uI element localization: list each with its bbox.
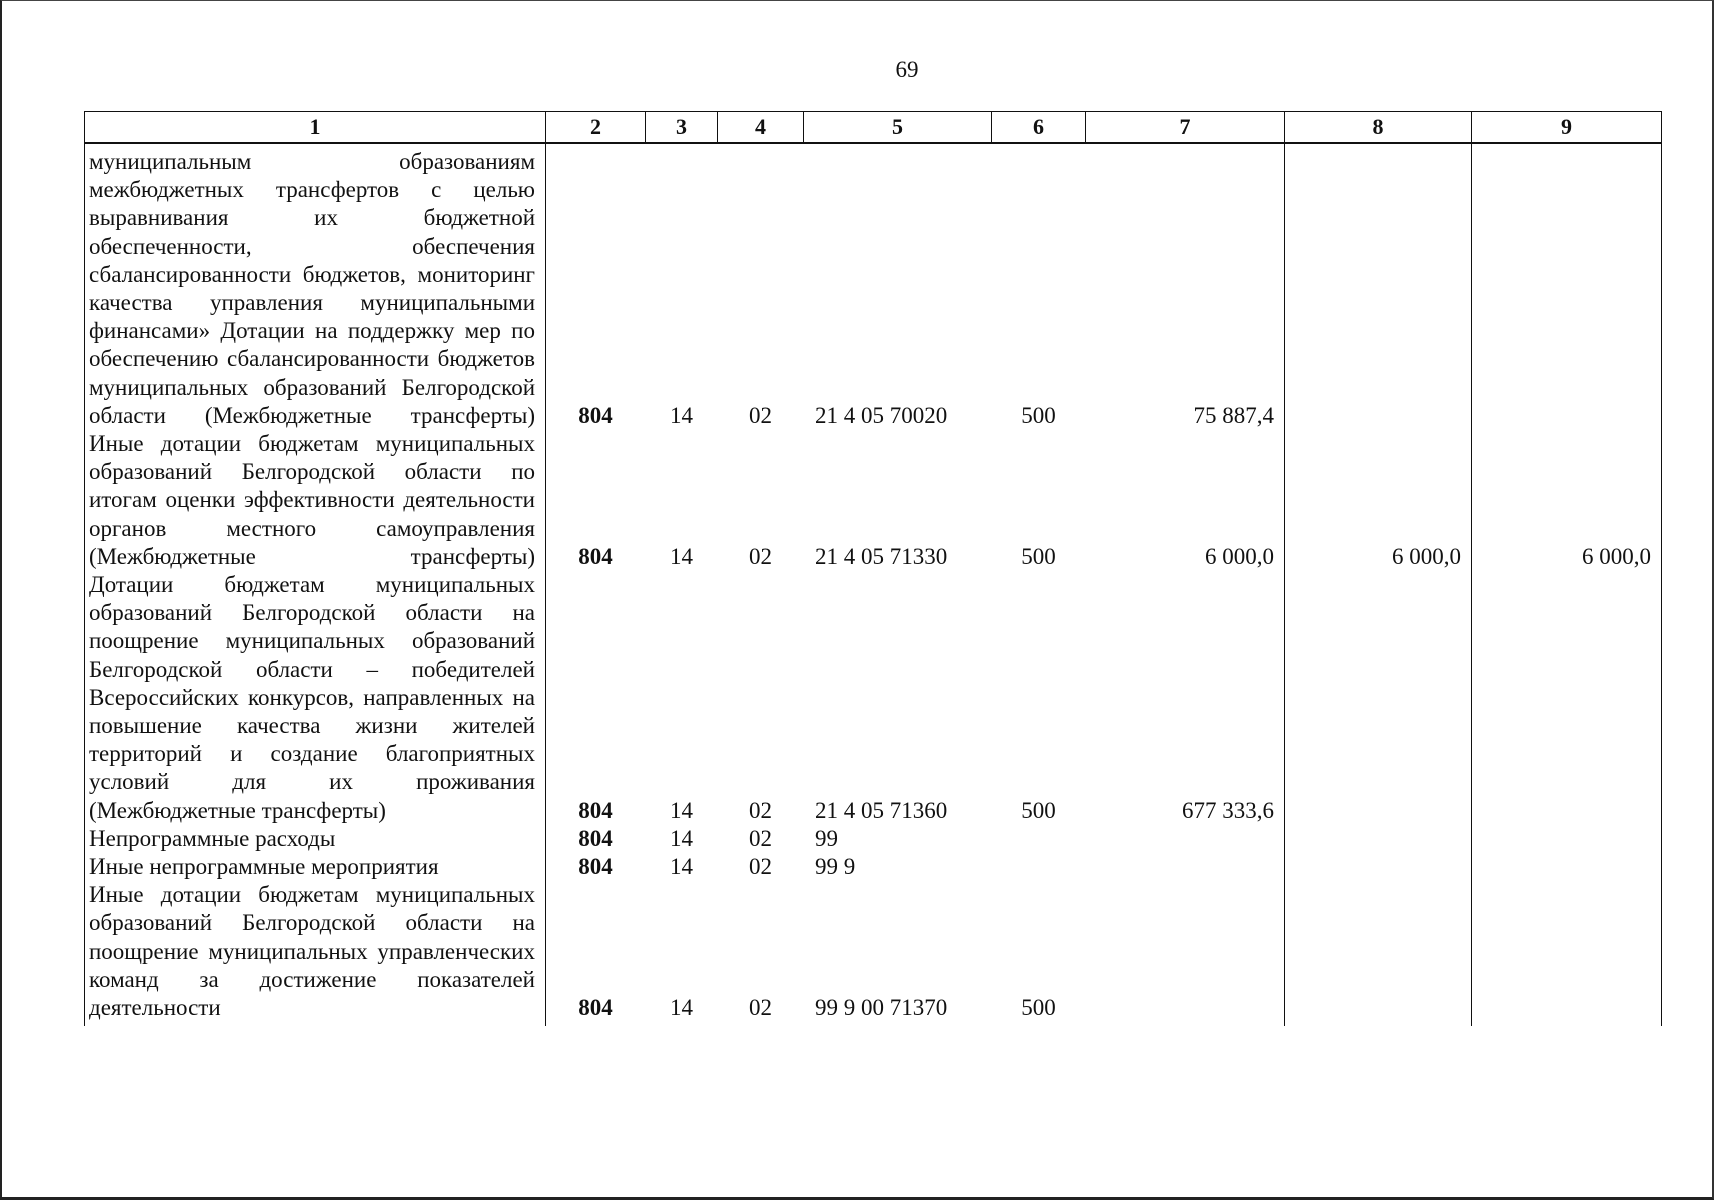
cell-amount-8 xyxy=(1285,825,1472,853)
cell-subsection: 02 xyxy=(749,402,772,428)
cell-target-code: 21 4 05 71330 xyxy=(815,543,948,569)
cell-admin-code: 804 xyxy=(546,571,646,825)
cell-expense-type: 500 xyxy=(1021,995,1056,1021)
table-row xyxy=(85,881,1662,1022)
cell-section: 14 xyxy=(670,825,693,851)
page-number: 69 xyxy=(895,57,919,82)
col-header-4: 4 xyxy=(718,112,804,144)
cell-amount-8 xyxy=(1285,143,1472,430)
cell-expense-type: 500 xyxy=(1021,543,1056,569)
cell-expense-type xyxy=(992,825,1086,853)
cell-amount-7: 677 333,6 xyxy=(1086,571,1285,825)
cell-subsection: 02 xyxy=(749,797,772,823)
cell-subsection: 02 xyxy=(749,854,772,880)
cell-amount-7 xyxy=(1086,853,1285,881)
cell-section: 14 xyxy=(670,402,693,428)
row-name: Иные дотации бюджетам муниципальных образований Белгородской области по итогам оценки эффективности деятельности органов местного самоуправления (Межбюджетные трансферты) xyxy=(89,431,535,569)
cell-admin-code: 804 xyxy=(546,853,646,881)
cell-amount-8 xyxy=(1285,881,1472,1022)
cell-amount-9: 6 000,0 xyxy=(1472,430,1662,571)
cell-amount-7 xyxy=(1086,881,1285,1022)
table-row xyxy=(85,853,1662,881)
col-header-6: 6 xyxy=(992,112,1086,144)
cell-amount-7: 6 000,0 xyxy=(1086,430,1285,571)
table-row xyxy=(85,143,1662,430)
cell-admin-code: 804 xyxy=(546,881,646,1022)
cell-amount-9 xyxy=(1472,571,1662,825)
cell-amount-8: 6 000,0 xyxy=(1285,430,1472,571)
cell-target-code: 99 9 00 71370 xyxy=(815,995,948,1021)
header-row xyxy=(85,112,1662,144)
col-header-8: 8 xyxy=(1285,112,1472,144)
col-header-2: 2 xyxy=(546,112,646,144)
table-bottom-spacer xyxy=(85,1022,1662,1026)
cell-subsection: 02 xyxy=(749,995,772,1021)
col-header-9: 9 xyxy=(1472,112,1662,144)
budget-table xyxy=(84,111,1662,1026)
cell-expense-type: 500 xyxy=(1021,797,1056,823)
col-header-3: 3 xyxy=(646,112,718,144)
cell-amount-9 xyxy=(1472,143,1662,430)
cell-admin-code: 804 xyxy=(546,143,646,430)
cell-target-code: 21 4 05 71360 xyxy=(815,797,948,823)
cell-admin-code: 804 xyxy=(546,825,646,853)
cell-subsection: 02 xyxy=(749,543,772,569)
cell-amount-8 xyxy=(1285,853,1472,881)
cell-target-code: 99 9 xyxy=(815,854,856,880)
cell-amount-9 xyxy=(1472,853,1662,881)
cell-amount-9 xyxy=(1472,881,1662,1022)
row-name: муниципальным образованиям межбюджетных трансфертов с целью выравнивания их бюджетной обеспеченности, обеспечения сбалансированности бюджетов, мониторинг качества управления муниципальными финансами» Дотации на поддержку мер по обеспечению сбалансированности бюджетов муниципальных образований Белгородской области (Межбюджетные трансферты) xyxy=(89,149,535,428)
table-row xyxy=(85,571,1662,825)
row-name: Непрограммные расходы xyxy=(89,825,336,851)
table-row xyxy=(85,825,1662,853)
col-header-1: 1 xyxy=(85,112,546,144)
cell-amount-7 xyxy=(1086,825,1285,853)
table-row xyxy=(85,430,1662,571)
col-header-7: 7 xyxy=(1086,112,1285,144)
cell-section: 14 xyxy=(670,543,693,569)
cell-target-code: 21 4 05 70020 xyxy=(815,402,948,428)
cell-section: 14 xyxy=(670,854,693,880)
cell-subsection: 02 xyxy=(749,825,772,851)
cell-amount-9 xyxy=(1472,825,1662,853)
cell-amount-7: 75 887,4 xyxy=(1086,143,1285,430)
row-name: Дотации бюджетам муниципальных образований Белгородской области на поощрение муниципальных образований Белгородской области – победителей Всероссийских конкурсов, направленных на повышение качества жизни жителей территорий и создание благоприятных условий для их проживания (Межбюджетные трансферты) xyxy=(89,572,535,823)
cell-amount-8 xyxy=(1285,571,1472,825)
cell-expense-type: 500 xyxy=(1021,402,1056,428)
cell-section: 14 xyxy=(670,797,693,823)
cell-target-code: 99 xyxy=(815,825,838,851)
col-header-5: 5 xyxy=(804,112,992,144)
cell-section: 14 xyxy=(670,995,693,1021)
row-name: Иные непрограммные мероприятия xyxy=(89,854,439,880)
cell-admin-code: 804 xyxy=(546,430,646,571)
row-name: Иные дотации бюджетам муниципальных образований Белгородской области на поощрение муниципальных управленческих команд за достижение показателей деятельности xyxy=(89,882,535,1021)
cell-expense-type xyxy=(992,853,1086,881)
